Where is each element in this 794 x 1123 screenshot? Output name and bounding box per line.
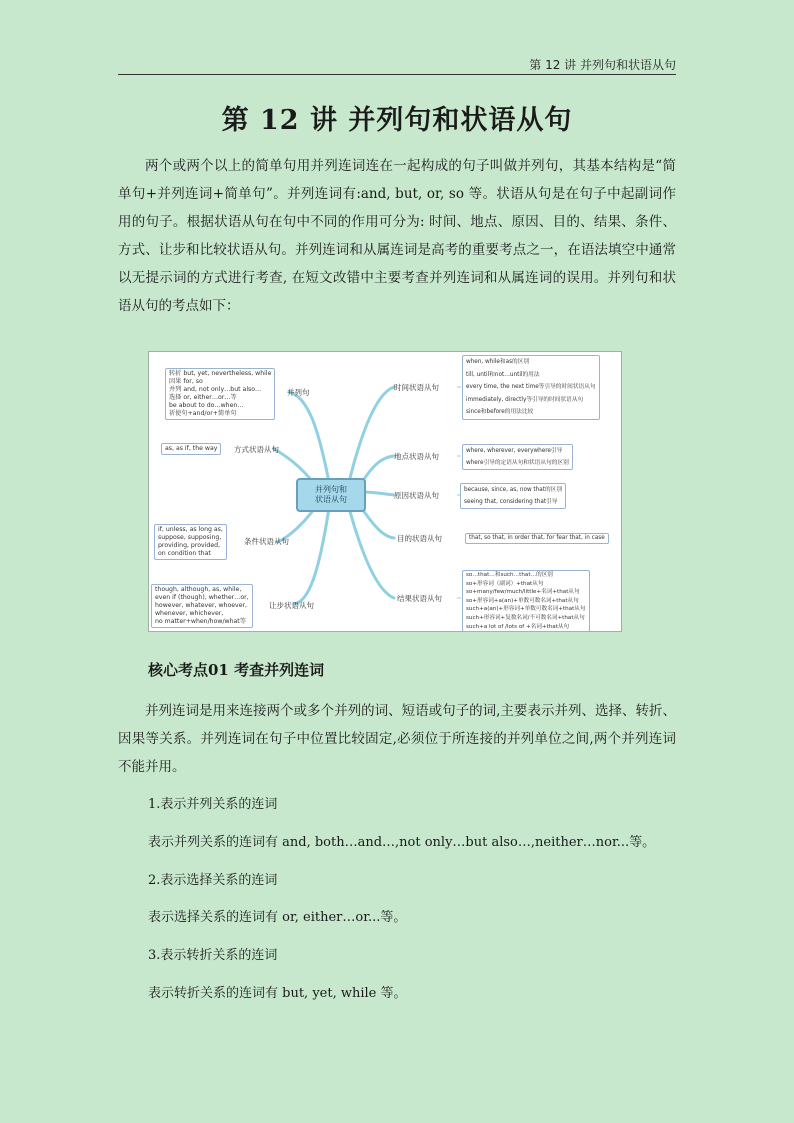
mindmap-center-node: 并列句和 状语从句 <box>296 478 366 512</box>
item-content-1: 表示并列关系的连词有 and, both…and…,not only…but also…,neither…nor...等。 <box>148 835 656 850</box>
branch-coordinate: 并列句 <box>287 388 310 397</box>
branch-condition: 条件状语从句 <box>244 537 289 546</box>
running-header: 第 12 讲 并列句和状语从句 <box>529 58 676 72</box>
item-title-3: 3.表示转折关系的连词 <box>148 948 278 963</box>
reason-items-box: because, since, as, now that的区别 seeing that, considering that引导 <box>460 483 566 509</box>
section-paragraph: 并列连词是用来连接两个或多个并列的词、短语或句子的词,主要表示并列、选择、转折、因果等关系。并列连词在句子中位置比较固定,必须位于所连接的并列单位之间,两个并列连词不能并用。 <box>118 703 676 775</box>
header-rule <box>118 74 676 75</box>
connector-concession <box>294 508 329 604</box>
mindmap-figure <box>148 351 622 632</box>
branch-purpose: 目的状语从句 <box>397 534 442 543</box>
purpose-items-box: that, so that, in order that, for fear that, in case <box>465 533 609 544</box>
page-title: 第 12 讲 并列句和状语从句 <box>221 105 573 136</box>
section-heading: 核心考点01 考查并列连词 <box>148 661 325 679</box>
item-content-2: 表示选择关系的连词有 or, either…or...等。 <box>148 910 407 925</box>
condition-items-box: if, unless, as long as, suppose, supposing, providing, provided, on condition that <box>154 524 227 560</box>
branch-reason: 原因状语从句 <box>394 491 439 500</box>
result-items-box: so…that…和such…that…的区别 so+形容词（副词）+that从句 so+many/few/much/little+名词+that从句 so+形容词+a(an)+单数可数名词+that从句 such+a(an)+形容词+单数可数名词+that从句 such+形容词+复数名词/不可数名词+that从句 such+a lot of /lots of +名词+that从句 <box>462 570 590 632</box>
item-content-3: 表示转折关系的连词有 but, yet, while 等。 <box>148 986 407 1001</box>
place-items-box: where, wherever, everywhere引导 where引导的定语从句和状语从句的区别 <box>462 444 573 470</box>
connector-reason <box>362 492 394 495</box>
item-title-1: 1.表示并列关系的连词 <box>148 797 278 812</box>
branch-concession: 让步状语从句 <box>269 601 314 610</box>
manner-items-box: as, as if, the way <box>161 443 221 455</box>
coordinate-items-box: 转折 but, yet, nevertheless, while 因果 for, so 并列 and, not only…but also… 选择 or, either…or…等 be about to do…when… 祈使句+and/or+简单句 <box>165 368 275 420</box>
branch-time: 时间状语从句 <box>394 383 439 392</box>
item-title-2: 2.表示选择关系的连词 <box>148 873 278 888</box>
branch-place: 地点状语从句 <box>394 452 439 461</box>
intro-paragraph: 两个或两个以上的简单句用并列连词连在一起构成的句子叫做并列句，其基本结构是“简单句+并列连词+简单句”。并列连词有:and, but, or, so 等。状语从句是在句子中起副词作用的句子。根据状语从句在句中不同的作用可分为: 时间、地点、原因、目的、结果、条件、方式、让步和比较状语从句。并列连词和从属连词是高考的重要考点之一，在语法填空中通常以无提示词的方式进行考查, 在短文改错中主要考查并列连词和从属连词的误用。并列句和状语从句的考点如下： <box>118 158 676 314</box>
branch-manner: 方式状语从句 <box>234 445 279 454</box>
concession-items-box: though, although, as, while, even if (though), whether…or, however, whatever, whoever, whenever, whichever, no matter+when/how/what等 <box>151 584 253 628</box>
branch-result: 结果状语从句 <box>397 594 442 603</box>
time-items-box: when, while和as的区别 till, until和not…until的用法 every time, the next time等引导的时间状语从句 immediately, directly等引导的时间状语从句 since和before的用法比较 <box>462 355 600 420</box>
connector-coordinate <box>289 392 329 482</box>
